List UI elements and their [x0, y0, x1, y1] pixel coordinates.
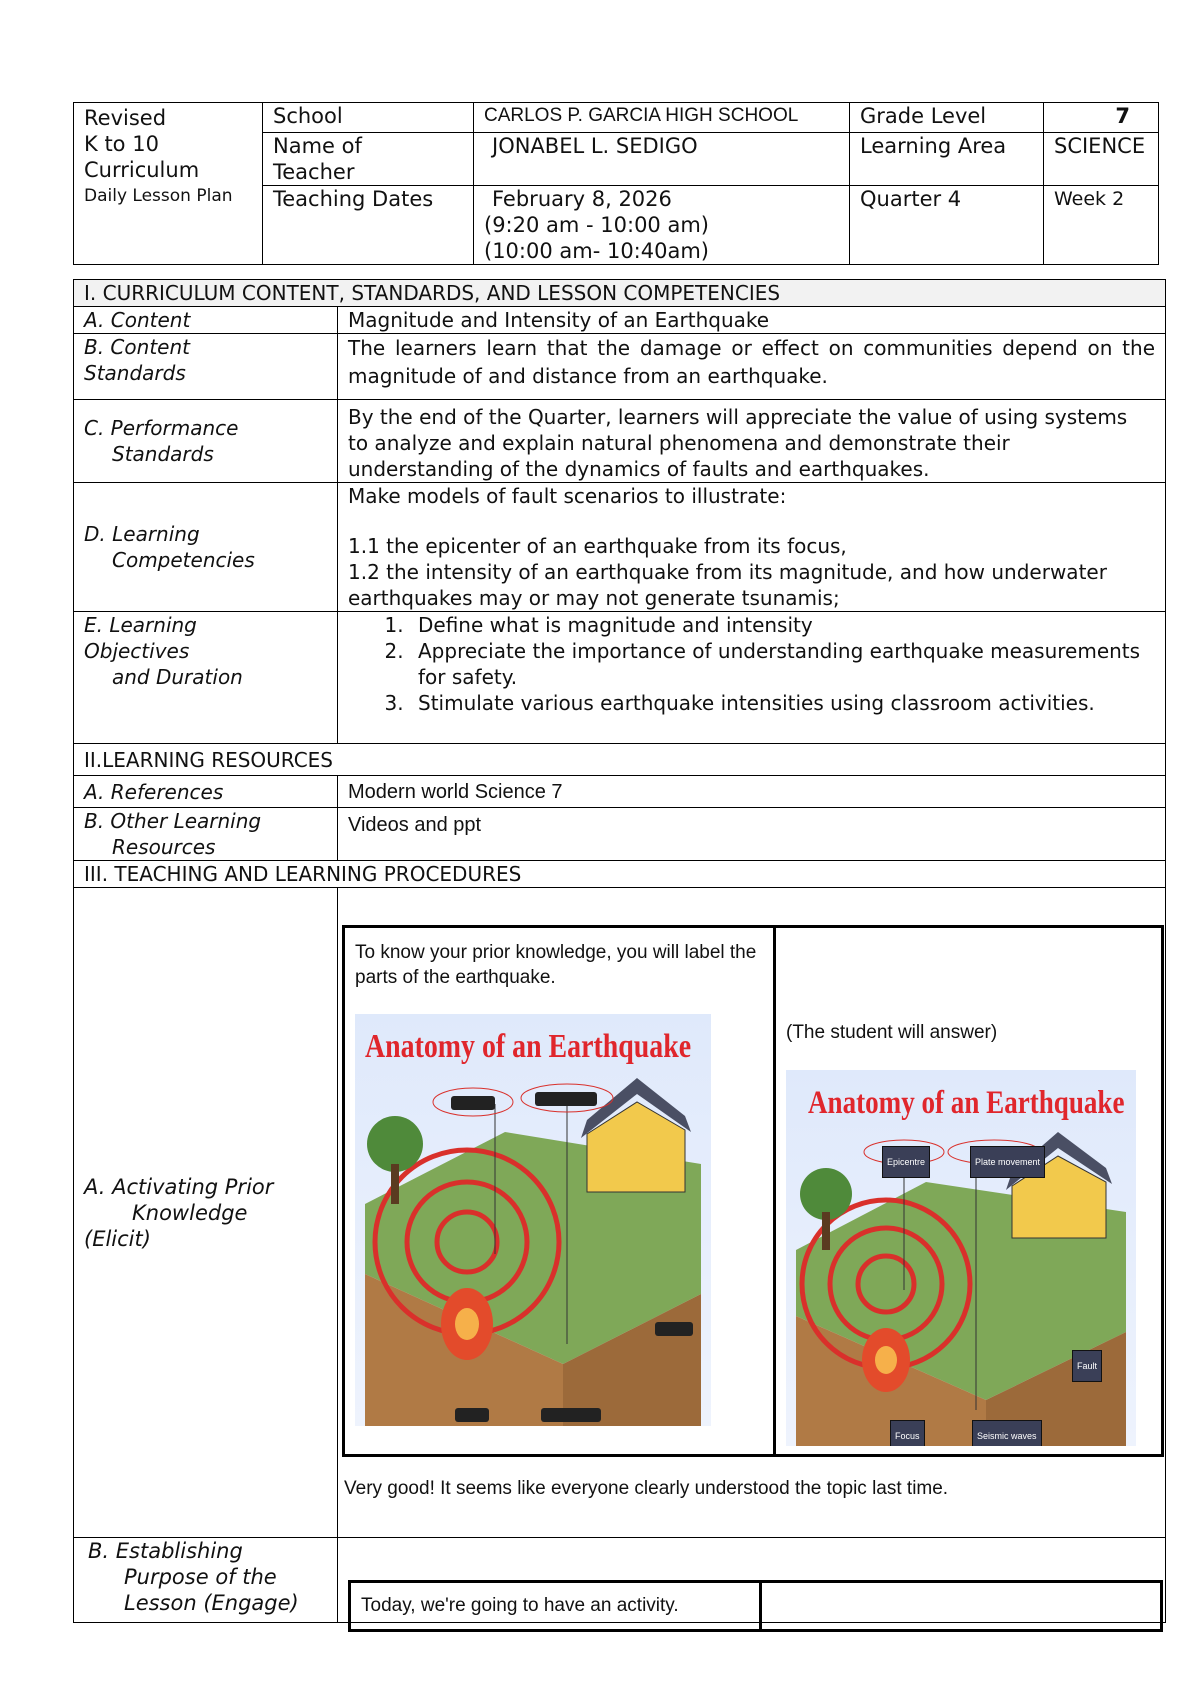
engage-teacher-text: Today, we're going to have an activity.: [350, 1582, 761, 1631]
other-resources-label-1: B. Other Learning: [84, 809, 262, 833]
plan-title-line-2: K to 10: [84, 132, 159, 156]
school-label: School: [263, 103, 474, 133]
other-resources-label: [74, 808, 338, 861]
competencies-intro: Make models of fault scenarios to illustrate:: [348, 484, 787, 508]
area-label: Learning Area: [850, 133, 1044, 186]
quarter-value: Quarter 4: [850, 186, 1044, 265]
other-resources-value: Videos and ppt: [338, 808, 1166, 861]
competencies-value: [338, 483, 1166, 612]
dates-value: [474, 186, 850, 265]
teacher-value: JONABEL L. SEDIGO: [474, 133, 850, 186]
objective-item: 1. Define what is magnitude and intensity: [410, 612, 1165, 638]
performance-value: By the end of the Quarter, learners will appreciate the value of using systems to analyze and explain natural phenomena and demonstrate their understanding of the dynamics of faults and earthquakes.: [338, 400, 1166, 483]
objectives-label-2: Objectives: [84, 639, 190, 663]
student-column: [775, 927, 1163, 1456]
plan-title-line-1: Revised: [84, 106, 167, 130]
performance-label-1: C. Performance: [84, 416, 239, 440]
dates-label: Teaching Dates: [263, 186, 474, 265]
time-line-2: (10:00 am- 10:40am): [484, 239, 710, 263]
time-line-1: (9:20 am - 10:00 am): [484, 213, 709, 237]
performance-label-2: Standards: [112, 442, 214, 466]
earthquake-diagram-labeled-icon: [786, 1070, 1136, 1446]
objectives-label-1: E. Learning: [84, 613, 197, 637]
content-label: A. Content: [74, 307, 338, 334]
hidden-label: [541, 1408, 601, 1422]
competencies-label-1: D. Learning: [84, 522, 200, 546]
plan-title-cell: [74, 103, 263, 265]
grade-value: 7: [1044, 103, 1159, 133]
establishing-label-1: B. Establishing: [88, 1539, 243, 1563]
activating-label-1: A. Activating Prior: [84, 1174, 274, 1199]
engage-box: [348, 1580, 1163, 1632]
feedback-text: Very good! It seems like everyone clearly understood the topic last time.: [344, 1478, 949, 1499]
epicenter-label: Epicentre: [882, 1146, 930, 1178]
standards-label-2: Standards: [84, 361, 186, 385]
content-value: Magnitude and Intensity of an Earthquake: [338, 307, 1166, 334]
earthquake-diagram-icon: [355, 1014, 711, 1426]
activating-label-3: (Elicit): [84, 1226, 151, 1251]
standards-label-1: B. Content: [84, 335, 190, 359]
other-resources-label-2: Resources: [112, 835, 216, 859]
establishing-label-3: Lesson (Engage): [124, 1591, 299, 1615]
establishing-label: [74, 1538, 338, 1623]
grade-label: Grade Level: [850, 103, 1044, 133]
teacher-label: [263, 133, 474, 186]
elicit-box: [342, 925, 1164, 1457]
fault-label: Fault: [1072, 1350, 1102, 1382]
area-value: SCIENCE: [1044, 133, 1159, 186]
teacher-label-line-2: Teacher: [273, 160, 355, 184]
plate-movement-label: Plate movement: [970, 1146, 1045, 1178]
activating-label: [74, 888, 338, 1538]
standards-label: [74, 334, 338, 400]
unlabeled-figure: [355, 1014, 711, 1426]
section-2-title: II.LEARNING RESOURCES: [74, 744, 1166, 776]
labeled-figure: [786, 1070, 1136, 1446]
figure-title-labeled: Anatomy of an Earthquake: [808, 1085, 1125, 1121]
competency-item-2: 1.2 the intensity of an earthquake from its magnitude, and how underwater earthquakes may or may not generate tsunamis;: [348, 560, 1107, 610]
date-line: February 8, 2026: [492, 187, 672, 211]
student-answer-text: (The student will answer): [786, 1022, 998, 1043]
focus-label: Focus: [890, 1420, 925, 1446]
engage-student-cell: [761, 1582, 1162, 1631]
header-table: [73, 102, 1159, 265]
competencies-label-2: Competencies: [112, 548, 255, 572]
objectives-label-3: and Duration: [112, 665, 243, 689]
performance-label: [74, 400, 338, 483]
references-label: A. References: [74, 776, 338, 808]
prompt-text: To know your prior knowledge, you will label the parts of the earthquake.: [355, 942, 757, 988]
plan-title-line-3: Curriculum: [84, 158, 200, 182]
competencies-label: [74, 483, 338, 612]
seismic-waves-label: Seismic waves: [972, 1420, 1042, 1446]
hidden-label: [451, 1096, 495, 1110]
hidden-label: [455, 1408, 489, 1422]
section-3-title: III. TEACHING AND LEARNING PROCEDURES: [74, 861, 1166, 888]
figure-title: Anatomy of an Earthquake: [365, 1028, 692, 1065]
references-value: Modern world Science 7: [338, 776, 1166, 808]
objectives-label: [74, 612, 338, 744]
objective-item: 2. Appreciate the importance of understanding earthquake measurements for safety.: [410, 638, 1165, 690]
plan-subtitle: Daily Lesson Plan: [84, 186, 233, 206]
objectives-list: [348, 612, 1165, 716]
hidden-label: [655, 1322, 693, 1336]
activating-label-2: Knowledge: [132, 1200, 248, 1225]
teacher-label-line-1: Name of: [273, 134, 362, 158]
objective-item: 3. Stimulate various earthquake intensities using classroom activities.: [410, 690, 1165, 716]
standards-value: The learners learn that the damage or effect on communities depend on the magnitude of and distance from an earthquake.: [338, 334, 1166, 400]
hidden-label: [535, 1092, 597, 1106]
school-value: CARLOS P. GARCIA HIGH SCHOOL: [474, 103, 850, 133]
section-1-title: I. CURRICULUM CONTENT, STANDARDS, AND LESSON COMPETENCIES: [74, 280, 1166, 307]
teacher-column: [344, 927, 775, 1456]
establishing-label-2: Purpose of the: [124, 1565, 277, 1589]
week-value: Week 2: [1044, 186, 1159, 265]
objectives-value: [338, 612, 1166, 744]
competency-item-1: 1.1 the epicenter of an earthquake from its focus,: [348, 534, 847, 558]
